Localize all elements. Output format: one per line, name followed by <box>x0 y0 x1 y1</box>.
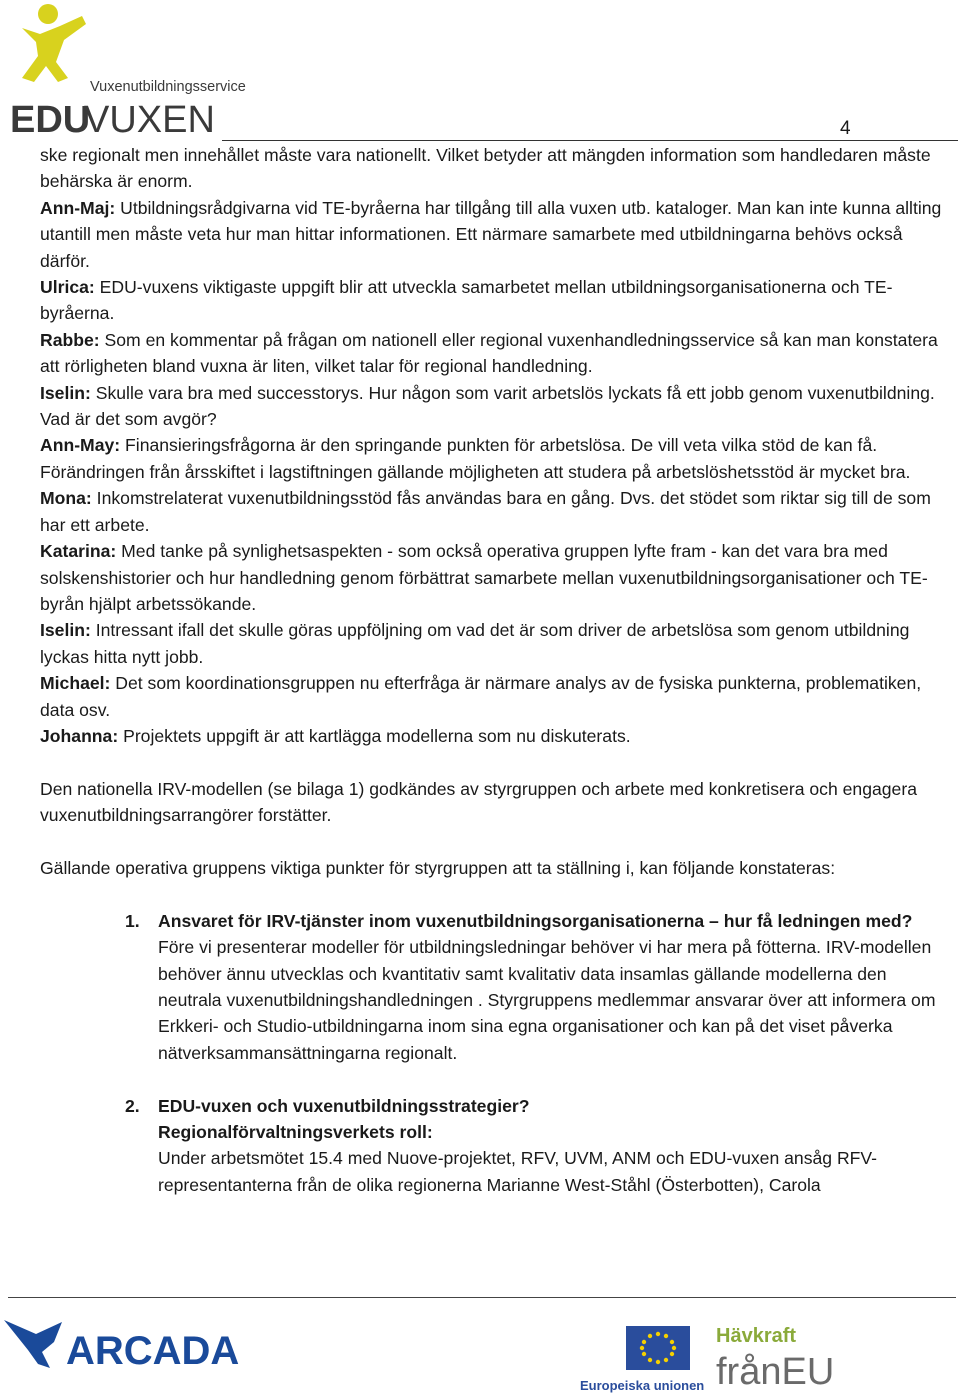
paragraph-text: ske regionalt men innehållet måste vara nationellt. Vilket betyder att mängden information som handledaren måste behärska är enorm. <box>40 145 931 192</box>
paragraph <box>40 327 955 380</box>
eu-logo <box>578 1322 705 1394</box>
speaker-name: Rabbe: <box>40 329 100 350</box>
paragraph <box>40 380 955 433</box>
document-body <box>40 142 955 1198</box>
page-number: 4 <box>840 118 851 139</box>
bird-icon <box>4 1320 62 1368</box>
paragraph-text: EDU-vuxens viktigaste uppgift blir att utveckla samarbetet mellan utbildningsorganisationerna och TE-byråerna. <box>40 277 893 324</box>
paragraph-text: Med tanke på synlighetsaspekten - som också operativa gruppen lyfte fram - kan det vara bra med solskenshistorier och hur handledning genom förbättrat samarbete mellan vuxenutbildningsorganisationer och TE-byrån hjälpt arbetssökande. <box>40 541 928 614</box>
paragraph-text: Projektets uppgift är att kartlägga modellerna som nu diskuterats. <box>118 725 631 746</box>
paragraph <box>40 274 955 327</box>
paragraph-text: Intressant ifall det skulle göras uppföljning om vad det är som driver de arbetslösa som genom utbildning lyckas hitta nytt jobb. <box>40 620 910 667</box>
paragraph <box>40 195 955 274</box>
arcada-text: ARCADA <box>66 1329 240 1373</box>
speaker-name: Katarina: <box>40 541 117 562</box>
speaker-name: Mona: <box>40 488 92 509</box>
list-subheading: Regionalförvaltningsverkets roll: <box>158 1121 433 1142</box>
blank-line <box>40 829 955 855</box>
paragraph <box>40 617 955 670</box>
paragraph-text: Utbildningsrådgivarna vid TE-byråerna har tillgång till alla vuxen utb. kataloger. Man kan inte kunna allting utantill men måste veta hur man hittar informationen. Ett närmare samarbete med utbildningarna behövs också därför. <box>40 197 942 271</box>
list-item <box>40 1093 955 1199</box>
speaker-name: Johanna: <box>40 725 119 746</box>
list-text: Under arbetsmötet 15.4 med Nuove-projektet, RFV, UVM, ANM och EDU-vuxen ansåg RFV-representanterna från de olika regionerna Marianne West-Ståhl (Österbotten), Carola <box>158 1148 878 1195</box>
logo-text-edu: EDU <box>10 99 91 141</box>
paragraph <box>40 670 955 723</box>
paragraph <box>40 538 955 617</box>
speaker-name: Michael: <box>40 673 111 694</box>
paragraph-text: Det som koordinationsgruppen nu efterfråga är närmare analys av de fysiska punkterna, problematiken, data osv. <box>40 673 922 720</box>
logo-text-vuxen: VUXEN <box>84 99 215 141</box>
eduvuxen-logo <box>4 2 246 141</box>
plain-paragraph: Gällande operativa gruppens viktiga punkter för styrgruppen att ta ställning i, kan följande konstateras: <box>40 857 836 878</box>
speaker-name: Iselin: <box>40 620 91 641</box>
list-text: Före vi presenterar modeller för utbildningsledningar behöver vi har mera på fötterna. IRV-modellen behöver ännu utvecklas och kvantitativ samt kvalitativ data insamlas gällande modellerna den neutrala vuxenutbildningshandledningen . Styrgruppens medlemmar ansvarar över att informera om Erkkeri- och Studio-utbildningarna inom sina egna organisationer och kan på det viset påverka nätverksammansättningarna regionalt. <box>158 937 936 1063</box>
logo-tagline: Vuxenutbildningsservice <box>90 79 246 95</box>
franeu-text: frånEU <box>716 1351 835 1393</box>
paragraph <box>40 485 955 538</box>
list-number: 1. <box>125 910 140 931</box>
speaker-name: Ulrica: <box>40 277 95 298</box>
havkraft-text: Hävkraft <box>716 1325 797 1347</box>
paragraph-text: Som en kommentar på frågan om nationell eller regional vuxenhandledningsservice så kan man konstatera att rörligheten bland vuxna är liten, vilket talar för regional handledning. <box>40 329 938 377</box>
paragraph <box>40 723 955 749</box>
list-item <box>40 908 955 1066</box>
footer-divider <box>8 1297 956 1298</box>
blank-line <box>40 1066 955 1092</box>
blank-line <box>40 749 955 775</box>
speaker-name: Ann-Maj: <box>40 197 116 218</box>
speaker-name: Iselin: <box>40 382 91 403</box>
blank-line <box>40 881 955 907</box>
havkraft-logo <box>710 1322 870 1393</box>
speaker-name: Ann-May: <box>40 435 121 456</box>
paragraph-text: Skulle vara bra med successtorys. Hur någon som varit arbetslös lyckats få ett jobb genom vuxenutbildning. Vad är det som avgör? <box>40 382 935 430</box>
arcada-logo <box>2 1312 240 1374</box>
plain-paragraph: Den nationella IRV-modellen (se bilaga 1) godkändes av styrgruppen och arbete med konkretisera och engagera vuxenutbildningsarrangörer forstätter. <box>40 778 917 826</box>
paragraph <box>40 142 955 195</box>
header-divider <box>222 140 958 141</box>
figure-icon <box>22 4 86 82</box>
eu-text: Europeiska unionen <box>580 1378 705 1393</box>
paragraph-text: Finansieringsfrågorna är den springande punkten för arbetslösa. De vill veta vilka stöd de kan få. Förändringen från årsskiftet i lagstiftningen gällande möjligheten att studera på arbetslöshetsstöd är mycket bra. <box>40 435 911 482</box>
list-number: 2. <box>125 1095 140 1116</box>
paragraph <box>40 432 955 485</box>
list-heading: EDU-vuxen och vuxenutbildningsstrategier? <box>158 1095 530 1116</box>
list-heading: Ansvaret för IRV-tjänster inom vuxenutbildningsorganisationerna – hur få ledningen med? <box>158 910 913 931</box>
page-header <box>0 0 960 142</box>
paragraph-text: Inkomstrelaterat vuxenutbildningsstöd fås användas bara en gång. Dvs. det stödet som riktar sig till de som har ett arbete. <box>40 488 931 535</box>
